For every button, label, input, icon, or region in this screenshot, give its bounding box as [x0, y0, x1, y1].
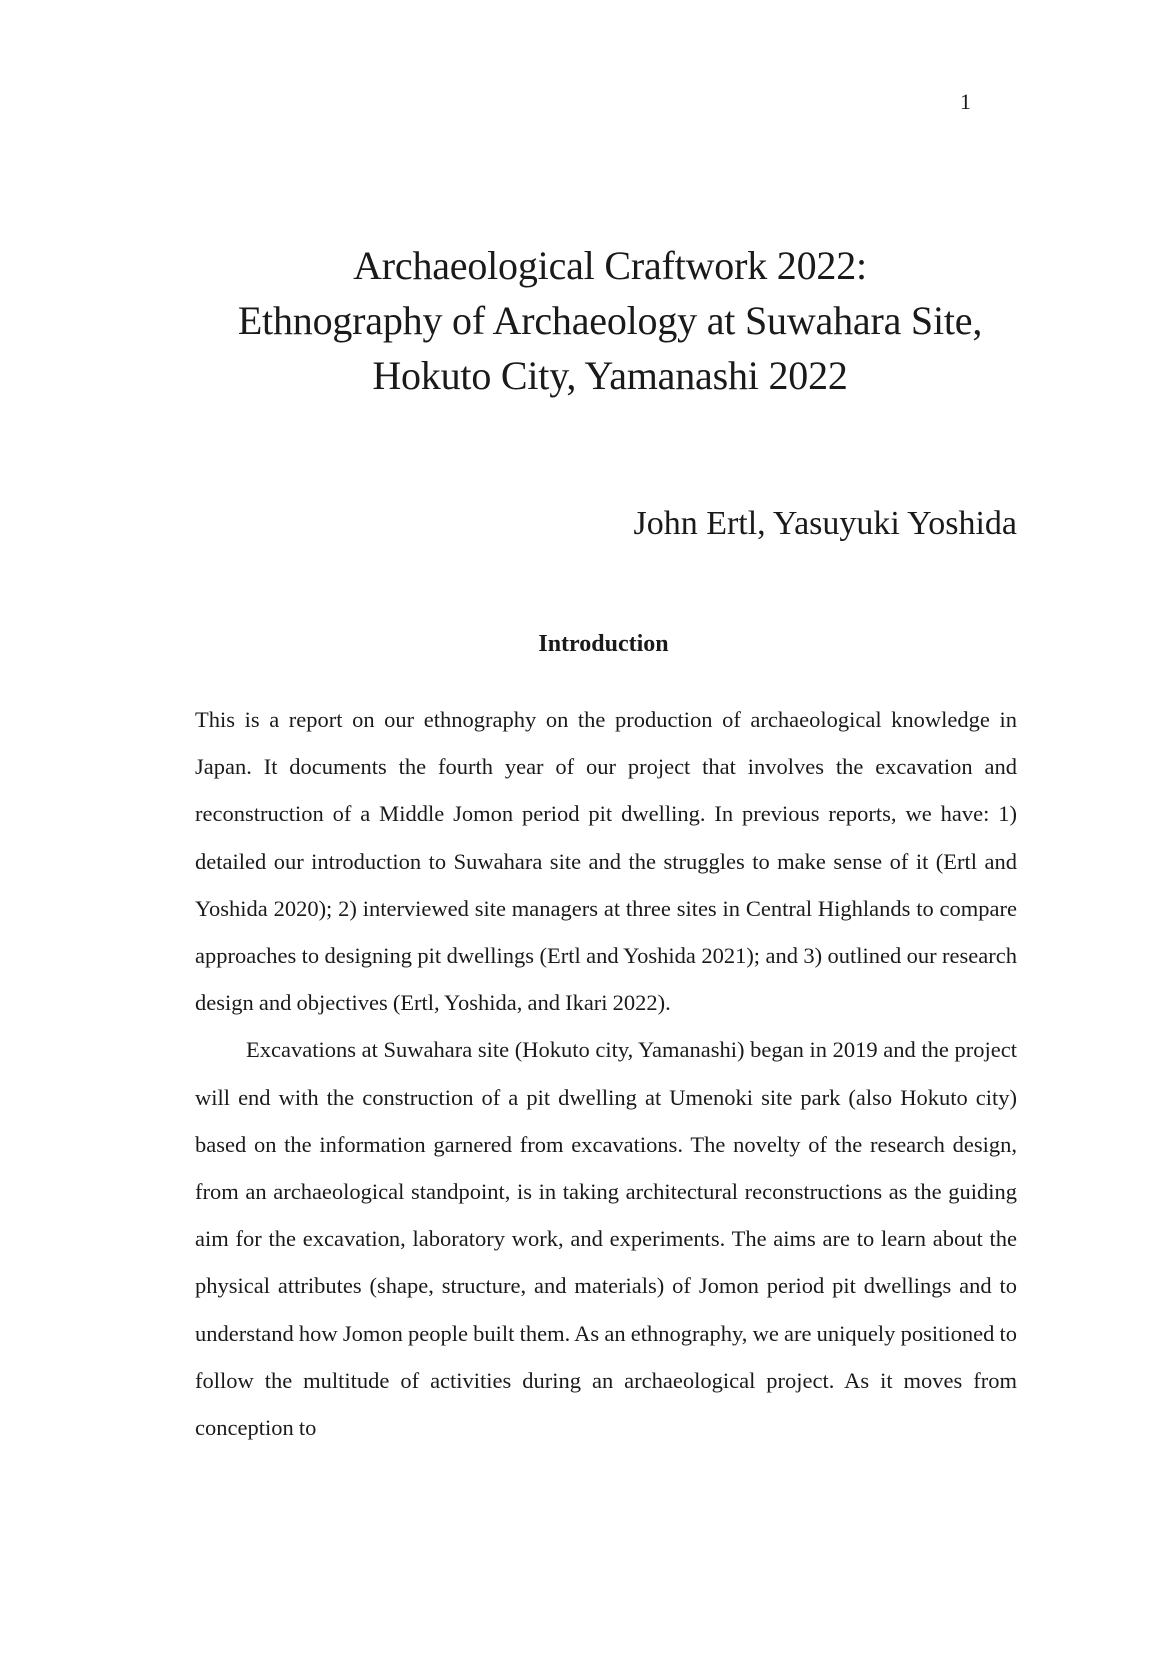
title-line-2: Ethnography of Archaeology at Suwahara Site,: [237, 298, 983, 343]
body-text: [195, 696, 1017, 1451]
title-line-3: Hokuto City, Yamanashi 2022: [372, 353, 848, 398]
paragraph-2: Excavations at Suwahara site (Hokuto city, Yamanashi) began in 2019 and the project will end with the construction of a pit dwelling at Umenoki site park (also Hokuto city) based on the information garnered from excavations. The novelty of the research design, from an archaeological standpoint, is in taking architectural reconstructions as the guiding aim for the excavation, laboratory work, and experiments. The aims are to learn about the physical attributes (shape, structure, and materials) of Jomon period pit dwellings and to understand how Jomon people built them. As an ethnography, we are uniquely positioned to follow the multitude of activities during an archaeological project. As it moves from conception to: [195, 1037, 1017, 1441]
authors: John Ertl, Yasuyuki Yoshida: [633, 505, 1017, 542]
section-heading-introduction: Introduction: [538, 631, 669, 657]
paper-title: [180, 238, 1040, 403]
page-number: 1: [960, 89, 971, 114]
title-line-1: Archaeological Craftwork 2022:: [353, 243, 867, 288]
paragraph-1: This is a report on our ethnography on the production of archaeological knowledge in Japan. It documents the fourth year of our project that involves the excavation and reconstruction of a Middle Jomon period pit dwelling. In previous reports, we have: 1) detailed our introduction to Suwahara site and the struggles to make sense of it (Ertl and Yoshida 2020); 2) interviewed site managers at three sites in Central Highlands to compare approaches to designing pit dwellings (Ertl and Yoshida 2021); and 3) outlined our research design and objectives (Ertl, Yoshida, and Ikari 2022).: [195, 707, 1017, 1016]
